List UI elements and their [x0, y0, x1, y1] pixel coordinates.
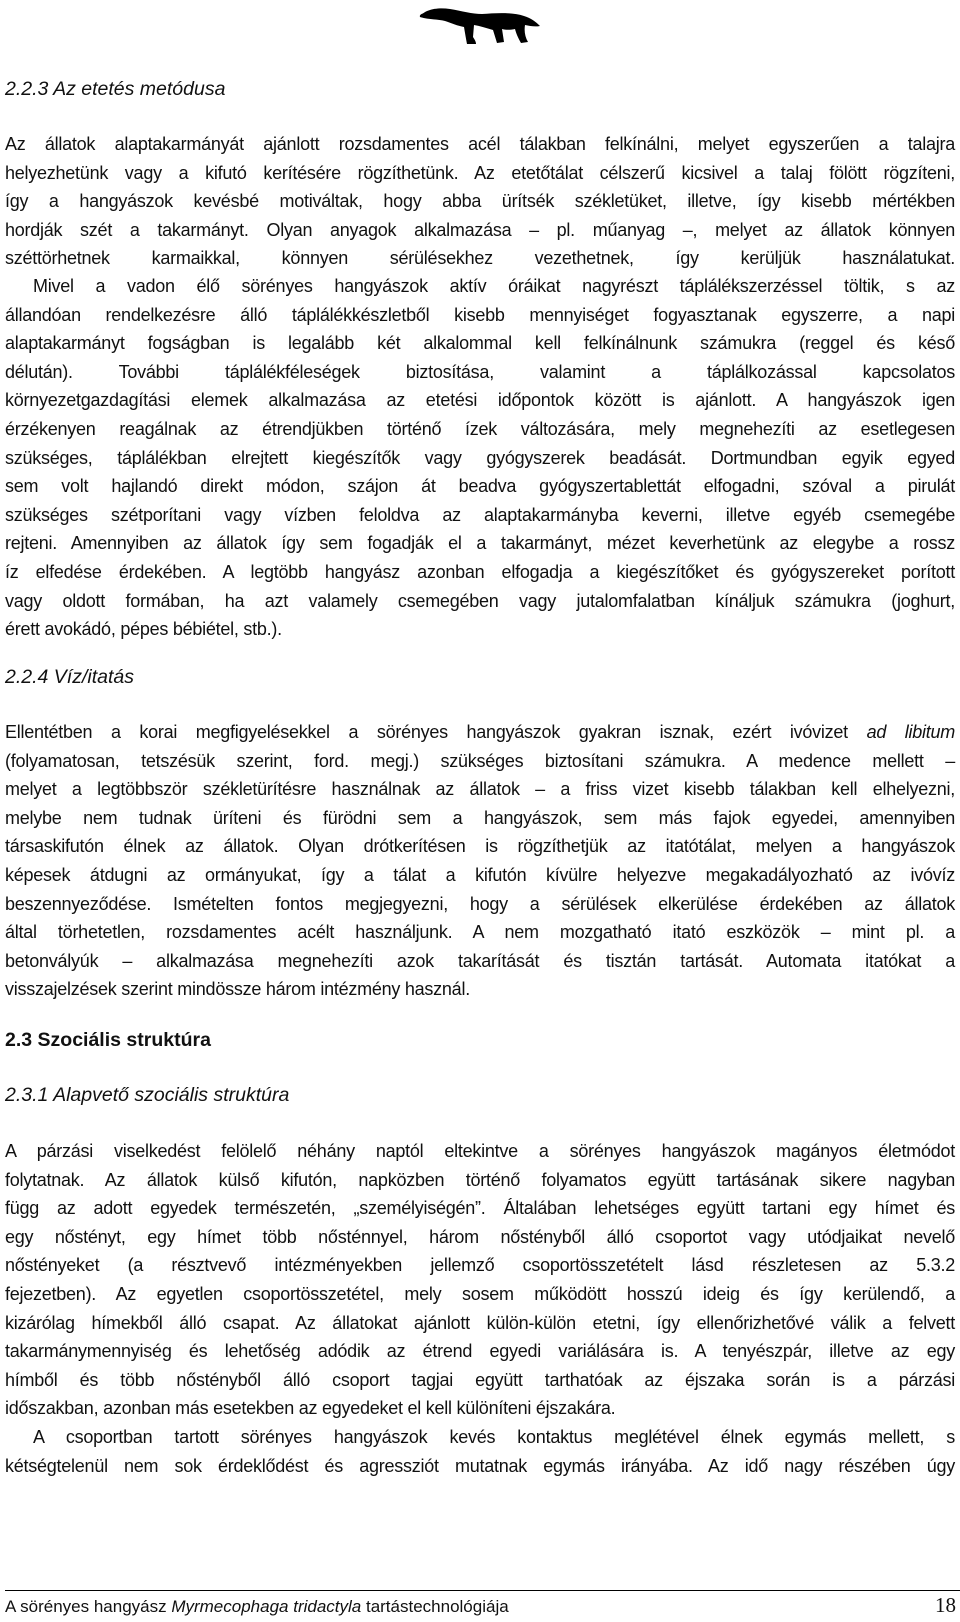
paragraph-water	[5, 718, 955, 1004]
text-line: szükséges, táplálékban elrejtett kiegészítők vagy gyógyszerek beadását. Dortmundban egyik egyed	[5, 447, 955, 468]
text-line: Az állatok alaptakarmányát ajánlott rozsdamentes acél tálakban felkínálni, melyet egyszerűen a talajra	[5, 134, 955, 154]
text-line: melyet a legtöbbször székletürítésre használnak az állatok – a friss vizet kisebb tálakban kell elhelyezni,	[5, 779, 955, 800]
footer-text: tartástechnológiája	[361, 1597, 509, 1616]
section-heading-2-2-3: 2.2.3 Az etetés metódusa	[5, 78, 226, 100]
text-line: érett avokádó, pépes bébiétel, stb.).	[5, 619, 282, 640]
text-line: visszajelzések szerint mindössze három intézmény használ.	[5, 979, 470, 1000]
text-line	[5, 718, 955, 747]
text-line: szükséges szétporítani vagy vízben feloldva az alaptakarmányba keverni, illetve egyéb csemegébe	[5, 504, 955, 525]
text-line: egy nőstényt, egy hímet több nősténnyel, három nőstényből álló csoportot vagy utódjaikat nevelő	[5, 1226, 955, 1247]
text-line: így a hangyászok kevésbé motiváltak, hogy abba ürítsék székletüket, illetve, így kisebb mértékben	[5, 191, 955, 212]
text-line: (folyamatosan, tetszésük szerint, ford. megj.) szükséges biztosítani számukra. A medence mellett –	[5, 750, 955, 771]
section-heading-2-3: 2.3 Szociális struktúra	[5, 1029, 211, 1051]
page-number: 18	[935, 1593, 956, 1617]
text-line: délután). További táplálékféleségek biztosítása, valamint a táplálkozással kapcsolatos	[5, 361, 955, 382]
section-heading-2-2-4: 2.2.4 Víz/itatás	[5, 666, 134, 688]
text-line: A párzási viselkedést felölelő néhány naptól eltekintve a sörényes hangyászok magányos életmódot	[5, 1141, 955, 1161]
text-line: kétségtelenül nem sok érdeklődést és agressziót mutatnak egymás irányába. Az idő nagy részében úgy	[5, 1455, 955, 1476]
text-line: hímből és több nőstényből álló csoport tagjai együtt tarthatóak az éjszaka során is a párzási	[5, 1369, 955, 1390]
text-line: környezetgazdagítási elemek alkalmazása az etetési időpontok között is ajánlott. A hangyászok igen	[5, 390, 955, 411]
text-line: A csoportban tartott sörényes hangyászok kevés kontaktus meglétével élnek egymás mellett, s	[33, 1427, 955, 1447]
footer-divider	[5, 1590, 960, 1591]
text-line: rejteni. Amennyiben az állatok így sem fogadják el a takarmányt, mézet keverhetünk az elegybe a rossz	[5, 533, 955, 554]
latin-term: ad libitum	[866, 722, 955, 742]
paragraph-feeding-schedule	[5, 272, 955, 644]
text-line: kizárólag hímekből álló csapat. Az állatokat ajánlott külön-külön etetni, így ellenőrizhetővé válik a felvett	[5, 1312, 955, 1333]
text-line: képesek átdugni az ormányukat, így a tálat a kifutón kívülre helyezve megakadályozható az ivóvíz	[5, 864, 955, 885]
footer-species: Myrmecophaga tridactyla	[171, 1597, 362, 1616]
footer-title	[5, 1597, 509, 1617]
paragraph-feeding-bowls	[5, 130, 955, 273]
text-line: időszakban, azonban más esetekben az egyedeket el kell különíteni éjszakára.	[5, 1398, 616, 1419]
anteater-logo-icon	[418, 4, 542, 46]
text-line: széttörhetnek karmaikkal, könnyen sérülésekhez vezethetnek, így kerüljük használatukat.	[5, 248, 955, 269]
text-line: nőstényeket (a résztvevő intézményekben jellemző csoportösszetételt lásd részletesen az 5.3.2	[5, 1255, 955, 1276]
text-line: sem volt hajlandó direkt módon, szájon át beadva gyógyszertablettát elfogadni, szóval a pirulát	[5, 476, 955, 497]
text-run: Ellentétben a korai megfigyelésekkel a sörényes hangyászok gyakran isznak, ezért ivóvizet	[5, 722, 867, 742]
footer-text: A sörényes hangyász	[5, 1597, 172, 1616]
text-line: takarmánymennyiség és lehetőség adódik az étrend egyedi variálására is. A tenyészpár, illetve az egy	[5, 1341, 955, 1362]
text-line: beszennyeződése. Ismételten fontos megjegyezni, hogy a sérülések elkerülése érdekében az állatok	[5, 893, 955, 914]
text-line: által törhetetlen, rozsdamentes acélt használjunk. A nem mozgatható itató eszközök – mint pl. a	[5, 922, 955, 943]
section-heading-2-3-1: 2.3.1 Alapvető szociális struktúra	[5, 1084, 290, 1106]
text-line: érzékenyen reagálnak az étrendjükben történő ízek változására, mely megnehezíti az esetlegesen	[5, 418, 955, 439]
text-line: helyezhetünk vagy a kifutó kerítésére rögzíthetünk. Az etetőtálat célszerű kicsivel a talaj fölött rögzíteni,	[5, 162, 955, 183]
text-line: folytatnak. Az állatok külső kifutón, napközben történő folyamatos együtt tartásának sikere nagyban	[5, 1169, 955, 1190]
text-line: vagy oldott formában, ha azt valamely csemegében vagy jutalomfalatban kínáljuk számukra (joghurt,	[5, 590, 955, 611]
text-line: függ az adott egyedek természetén, „személyiségén”. Általában lehetséges együtt tartani egy hímet és	[5, 1198, 955, 1219]
paragraph-social-structure	[5, 1137, 955, 1423]
text-line: alaptakarmányt fogságban is legalább két alkalommal kell felkínálnunk számukra (reggel és késő	[5, 333, 955, 354]
text-line: Mivel a vadon élő sörényes hangyászok aktív óráikat nagyrészt táplálékszerzéssel töltik, s az	[33, 276, 955, 296]
text-line: betonvályúk – alkalmazása megnehezíti azok takarítását és tisztán tartását. Automata itatókat a	[5, 950, 955, 971]
text-line: társaskifutón élnek az állatok. Olyan drótkerítésen is rögzíthetjük az itatótálat, melyen a hangyászok	[5, 836, 955, 857]
text-line: állandóan rendelkezésre álló táplálékkészletből kisebb mennyiséget fogyasztanak egyszerre, a napi	[5, 304, 955, 325]
text-line: íz elfedése érdekében. A legtöbb hangyász azonban elfogadja a kiegészítőket és gyógyszereket porított	[5, 561, 955, 582]
paragraph-group-behaviour	[5, 1423, 955, 1480]
text-line: hordják szét a takarmányt. Olyan anyagok alkalmazása – pl. műanyag –, melyet az állatok könnyen	[5, 219, 955, 240]
text-line: melybe nem tudnak üríteni és fürödni sem a hangyászok, sem más fajok egyedei, amennyiben	[5, 807, 955, 828]
text-line: fejezetben). Az egyetlen csoportösszetétel, mely sosem működött hosszú ideig és így kerülendő, a	[5, 1283, 955, 1304]
